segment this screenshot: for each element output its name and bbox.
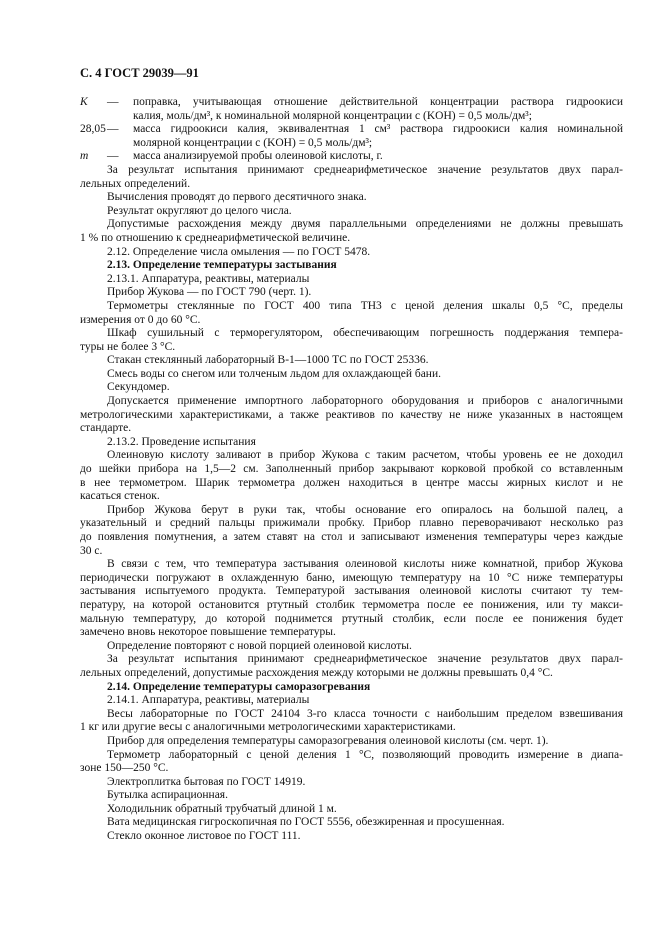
paragraph-line: пературу, на которой остановится ртутный столбик термометра после ее понижения, или ту макси- — [80, 598, 623, 611]
paragraph-line: 2.13.1. Аппаратура, реактивы, материалы — [107, 272, 310, 285]
paragraph-line: касаться стенок. — [80, 490, 160, 503]
paragraph-line: Прибор для определения температуры саморазогревания олеиновой кислоты (см. черт. 1). — [107, 734, 549, 747]
paragraph-line: 2.12. Определение числа омыления — по ГОСТ 5478. — [107, 245, 371, 258]
paragraph-line: Вата медицинская гигроскопичная по ГОСТ 5556, обезжиренная и просушенная. — [107, 816, 505, 829]
paragraph-line: указательный и средний пальцы прижимали пробку. Прибор плавно переворачивают несколько раз — [80, 517, 623, 530]
paragraph-line: туры не более 3 °С. — [80, 340, 176, 353]
paragraph-line: Вычисления проводят до первого десятичного знака. — [107, 191, 367, 204]
definition-term: K — [80, 96, 88, 108]
definition-item — [80, 96, 623, 110]
definition-item — [80, 123, 623, 137]
page-header: С. 4 ГОСТ 29039—91 — [80, 66, 199, 80]
paragraph-line: 1 % по отношению к среднеарифметической величине. — [80, 231, 351, 244]
paragraph-line: метрологическими характеристиками, а также реактивов по качеству не ниже указанных в настоящем — [80, 408, 623, 421]
paragraph-line: Шкаф сушильный с терморегулятором, обеспечивающим погрешность поддержания темпера- — [107, 327, 623, 340]
paragraph-line: лельных определений. — [80, 177, 191, 190]
paragraph-line: Стекло оконное листовое по ГОСТ 111. — [107, 830, 301, 843]
section-heading: 2.14. Определение температуры саморазогревания — [107, 680, 371, 693]
definition-item — [80, 150, 623, 164]
paragraph-line: периодически погружают в охлажденную баню, имеющую температуру на 10 °С ниже температуры — [80, 571, 623, 584]
paragraph-line: стандарте. — [80, 422, 132, 435]
paragraph-line: Термометры стеклянные по ГОСТ 400 типа ТН3 с ценой деления шкалы 0,5 °С, пределы — [107, 299, 623, 312]
definition-text: калия, моль/дм³, к номинальной молярной концентрации c (KOH) = 0,5 моль/дм³; — [133, 109, 532, 122]
paragraph-line: до появления помутнения, а затем ставят на стол и записывают изменения температуры через каждые — [80, 531, 623, 543]
paragraph-line: Допускается применение импортного лабораторного оборудования и приборов с аналогичными — [107, 395, 623, 408]
paragraph-line: Весы лабораторные по ГОСТ 24104 3-го класса точности с наибольшим пределом взвешивания — [107, 707, 623, 720]
section-heading: 2.13. Определение температуры застывания — [107, 259, 337, 272]
definition-dash: — — [107, 150, 119, 163]
paragraph-line: Определение повторяют с новой порцией олеиновой кислоты. — [107, 639, 412, 652]
paragraph-line: За результат испытания принимают среднеарифметическое значение результатов двух парал- — [107, 653, 623, 666]
paragraph-line: мальную температуру, до которой поднимется ртутный столбик, если после ее понижения будет — [80, 612, 623, 625]
paragraph-line: до шейки прибора на 1,5—2 см. Заполненный прибор закрывают корковой пробкой со вставленным — [80, 463, 623, 476]
paragraph-line: Секундомер. — [107, 381, 170, 394]
definition-dash: — — [107, 96, 119, 108]
paragraph-line: Олеиновую кислоту заливают в прибор Жукова с таким расчетом, чтобы уровень ее не доходил — [107, 449, 623, 462]
paragraph-line: Холодильник обратный трубчатый длиной 1 м. — [107, 802, 337, 815]
paragraph-line: Бутылка аспирационная. — [107, 789, 228, 802]
paragraph-line: 2.13.2. Проведение испытания — [107, 435, 256, 448]
definition-text: масса гидроокиси калия, эквивалентная 1 см³ раствора гидроокиси калия номинальной — [133, 123, 623, 136]
paragraph-line: в нее термометром. Шарик термометра должен находиться в центре массы жирных кислот и не — [80, 476, 623, 489]
paragraph-line: За результат испытания принимают среднеарифметическое значение результатов двух парал- — [107, 163, 623, 176]
paragraph-line: Прибор Жукова — по ГОСТ 790 (черт. 1). — [107, 286, 312, 299]
paragraph-line: измерения от 0 до 60 °С. — [80, 313, 201, 326]
paragraph-line: 2.14.1. Аппаратура, реактивы, материалы — [107, 694, 310, 707]
paragraph-line: Допустимые расхождения между двумя параллельными определениями не должны превышать — [107, 218, 623, 231]
paragraph-line: Термометр лабораторный с ценой деления 1 °С, позволяющий проводить измерение в диапа- — [107, 748, 623, 761]
paragraph-line: Прибор Жукова берут в руки так, чтобы основание его опиралось на большой палец, а — [107, 503, 623, 516]
paragraph-line: Стакан стеклянный лабораторный В-1—1000 ТС по ГОСТ 25336. — [107, 354, 429, 367]
paragraph-line: застывания испытуемого продукта. Температурой застывания олеиновой кислоты считают ту тем- — [80, 585, 623, 598]
definition-text: поправка, учитывающая отношение действительной концентрации раствора гидроокиси — [133, 96, 623, 108]
paragraph-line: лельных определений, допустимые расхождения между которыми не должны превышать 0,4 °С. — [80, 666, 553, 679]
paragraph-line: Результат округляют до целого числа. — [107, 204, 292, 217]
paragraph-line: зоне 150—250 °С. — [80, 762, 169, 775]
definition-text: масса анализируемой пробы олеиновой кислоты, г. — [133, 150, 383, 163]
paragraph-line: 1 кг или другие весы с аналогичными метрологическими характеристиками. — [80, 721, 456, 734]
paragraph-line: В связи с тем, что температура застывания олеиновой кислоты ниже комнатной, прибор Жукова — [107, 558, 623, 571]
paragraph-line: Смесь воды со снегом или толченым льдом для охлаждающей бани. — [107, 367, 441, 380]
paragraph-line: замечено вновь некоторое повышение температуры. — [80, 626, 336, 639]
definition-dash: — — [107, 123, 119, 136]
paragraph-line: 30 с. — [80, 544, 103, 557]
document-body — [80, 96, 623, 844]
definition-text: молярной концентрации c (KOH) = 0,5 моль/дм³; — [133, 136, 373, 149]
definition-term: 28,05 — [80, 123, 106, 136]
paragraph-line: Электроплитка бытовая по ГОСТ 14919. — [107, 775, 306, 788]
definition-term: m — [80, 150, 89, 163]
